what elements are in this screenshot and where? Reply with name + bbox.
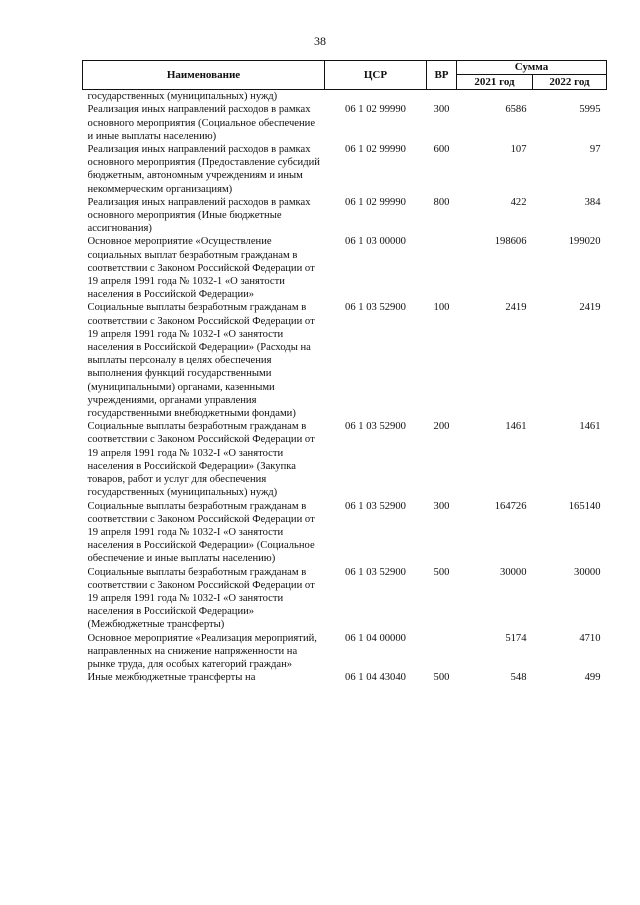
header-year-2021: 2021 год: [457, 75, 533, 90]
table-row: [83, 103, 607, 143]
row-csr: 06 1 02 99990: [345, 144, 406, 156]
table-row: [83, 671, 607, 684]
row-2022: 4710: [579, 632, 601, 644]
table-row: [83, 500, 607, 566]
row-name: Реализация иных направлений расходов в рамках основного мероприятия (Иные бюджетные ассигнования): [87, 196, 311, 235]
row-2022: 30000: [574, 566, 601, 578]
row-2021: 30000: [500, 566, 527, 578]
row-name: Основное мероприятие «Осуществление социальных выплат безработным гражданам в соответствии с Законом Российской Федерации от 19 апреля 1991 года № 1032-1 «О занятости населения в Российской Федерации»: [87, 236, 315, 301]
row-2022: 499: [584, 672, 601, 684]
row-vr: 200: [433, 421, 450, 433]
row-2022: [533, 90, 607, 104]
row-csr: 06 1 03 52900: [345, 500, 406, 512]
header-name: Наименование: [83, 61, 325, 90]
row-2021: 107: [510, 144, 527, 156]
table-body: [83, 90, 607, 685]
row-2021: 1461: [505, 421, 527, 433]
row-csr: 06 1 02 99990: [345, 196, 406, 208]
row-name: государственных (муниципальных) нужд): [87, 91, 278, 103]
table-row: [83, 301, 607, 420]
page-number: 38: [314, 34, 326, 48]
row-2021: 5174: [505, 632, 527, 644]
row-vr: 500: [433, 566, 450, 578]
row-2022: 384: [584, 196, 601, 208]
row-2021: 422: [510, 196, 527, 208]
row-2022: 5995: [579, 104, 601, 116]
row-name: Иные межбюджетные трансферты на: [87, 672, 256, 684]
row-2022: 199020: [568, 236, 601, 248]
row-2021: 6586: [505, 104, 527, 116]
row-name: Реализация иных направлений расходов в рамках основного мероприятия (Социальное обеспечение и иные выплаты населению): [87, 104, 316, 142]
budget-table: [82, 60, 607, 684]
table-row: [83, 90, 607, 104]
row-name: Социальные выплаты безработным гражданам в соответствии с Законом Российской Федерации от 19 апреля 1991 года № 1032-I «О занятости населения в Российской Федерации» (Социальное обеспечение и иные выплаты населению): [87, 500, 315, 565]
row-vr: [427, 632, 457, 672]
row-name: Основное мероприятие «Реализация мероприятий, направленных на снижение напряженности на рынке труда, для особых категорий граждан»: [87, 632, 317, 670]
table-row: [83, 235, 607, 301]
row-vr: 300: [433, 104, 450, 116]
row-2021: 198606: [494, 236, 527, 248]
row-vr: [427, 90, 457, 104]
row-name: Социальные выплаты безработным гражданам в соответствии с Законом Российской Федерации от 19 апреля 1991 года № 1032-I «О занятости населения в Российской Федерации» (Закупка товаров, работ и услуг для обеспечения государственных (муниципальных) нужд): [87, 421, 315, 499]
row-vr: 600: [433, 144, 450, 156]
table-row: [83, 632, 607, 672]
row-csr: 06 1 03 52900: [345, 421, 406, 433]
row-vr: 500: [433, 672, 450, 684]
budget-table-wrapper: [82, 60, 606, 684]
row-2022: 165140: [568, 500, 601, 512]
row-2022: 1461: [579, 421, 601, 433]
row-name: Социальные выплаты безработным гражданам в соответствии с Законом Российской Федерации от 19 апреля 1991 года № 1032-I «О занятости населения в Российской Федерации» (Расходы на выплаты персоналу в целях обеспечения выполнения функций государственными (муниципальными) органами, казенными учреждениями, органами управления государственными внебюджетными фондами): [87, 302, 315, 420]
row-name: Социальные выплаты безработным гражданам в соответствии с Законом Российской Федерации от 19 апреля 1991 года № 1032-I «О занятости населения в Российской Федерации» (Межбюджетные трансферты): [87, 566, 315, 631]
row-vr: 100: [433, 302, 450, 314]
header-vr: ВР: [427, 61, 457, 90]
row-csr: 06 1 04 43040: [345, 672, 406, 684]
table-header: [83, 61, 607, 90]
table-row: [83, 143, 607, 196]
row-2022: 2419: [579, 302, 601, 314]
row-2021: 164726: [494, 500, 527, 512]
row-name: Реализация иных направлений расходов в рамках основного мероприятия (Предоставление субсидий бюджетным, автономным учреждениям и иным некоммерческим организациям): [87, 144, 320, 195]
row-2021: 548: [510, 672, 527, 684]
row-csr: 06 1 03 52900: [345, 566, 406, 578]
header-year-2022: 2022 год: [533, 75, 607, 90]
row-2021: [457, 90, 533, 104]
header-csr: ЦСР: [325, 61, 427, 90]
row-2022: 97: [589, 144, 601, 156]
row-vr: [427, 235, 457, 301]
header-sum: Сумма: [457, 61, 607, 75]
table-row: [83, 420, 607, 499]
table-row: [83, 566, 607, 632]
row-csr: 06 1 03 00000: [345, 236, 406, 248]
row-vr: 300: [433, 500, 450, 512]
table-row: [83, 196, 607, 236]
row-csr: 06 1 02 99990: [345, 104, 406, 116]
row-2021: 2419: [505, 302, 527, 314]
row-csr: 06 1 03 52900: [345, 302, 406, 314]
row-vr: 800: [433, 196, 450, 208]
row-csr: [325, 90, 427, 104]
row-csr: 06 1 04 00000: [345, 632, 406, 644]
